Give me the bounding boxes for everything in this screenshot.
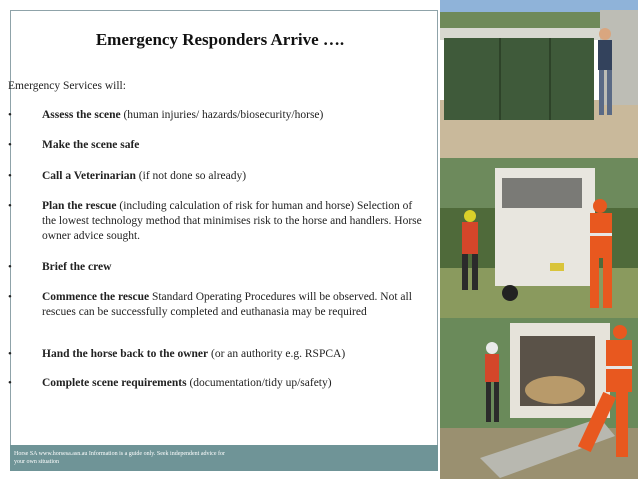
bullet-heading: Complete scene requirements [42,377,187,389]
footer-bar [10,445,438,471]
bullet-heading: Plan the rescue [42,200,117,212]
bullet-detail: (including calculation of risk for human and horse) Selection of the lowest technology method that minimises risk to the horse and handlers. Horse owner advice sought. [42,200,422,242]
bullet-heading: Call a Veterinarian [42,170,136,182]
bullet-detail: Standard Operating Procedures will be observed. Not all rescues can be successfully completed and euthanasia may be required [42,291,412,318]
footer-text: Horse SA www.horsesa.asn.au Information is a guide only. Seek independent advice for your own situation [14,451,226,465]
photo-horse-float-with-screen [440,0,638,158]
bullet-dot: • [8,109,12,121]
bullet-heading: Commence the rescue [42,291,150,303]
bullet-dot: • [8,261,12,273]
bullet-dot: • [8,170,12,182]
bullet-dot: • [8,139,12,151]
bullet-detail: (documentation/tidy up/safety) [186,377,332,389]
slide-title: Emergency Responders Arrive …. [95,30,345,49]
photo-responders-at-float [440,158,638,318]
bullet-heading: Assess the scene [42,109,121,121]
photo-horse-in-float-ramp [440,318,638,479]
bullet-dot: • [8,200,12,212]
bullet-heading: Hand the horse back to the owner [42,348,209,360]
bullet-heading: Brief the crew [42,261,112,273]
bullet-dot: • [8,377,12,389]
bullet-dot: • [8,291,12,303]
bullet-detail: (human injuries/ hazards/biosecurity/horse) [120,109,324,121]
bullet-detail: (or an authority e.g. RSPCA) [208,348,346,360]
bullet-detail: (if not done so already) [135,170,247,182]
intro-text: Emergency Services will: [8,80,126,92]
bullet-heading: Make the scene safe [42,139,140,151]
bullet-dot: • [8,348,12,360]
